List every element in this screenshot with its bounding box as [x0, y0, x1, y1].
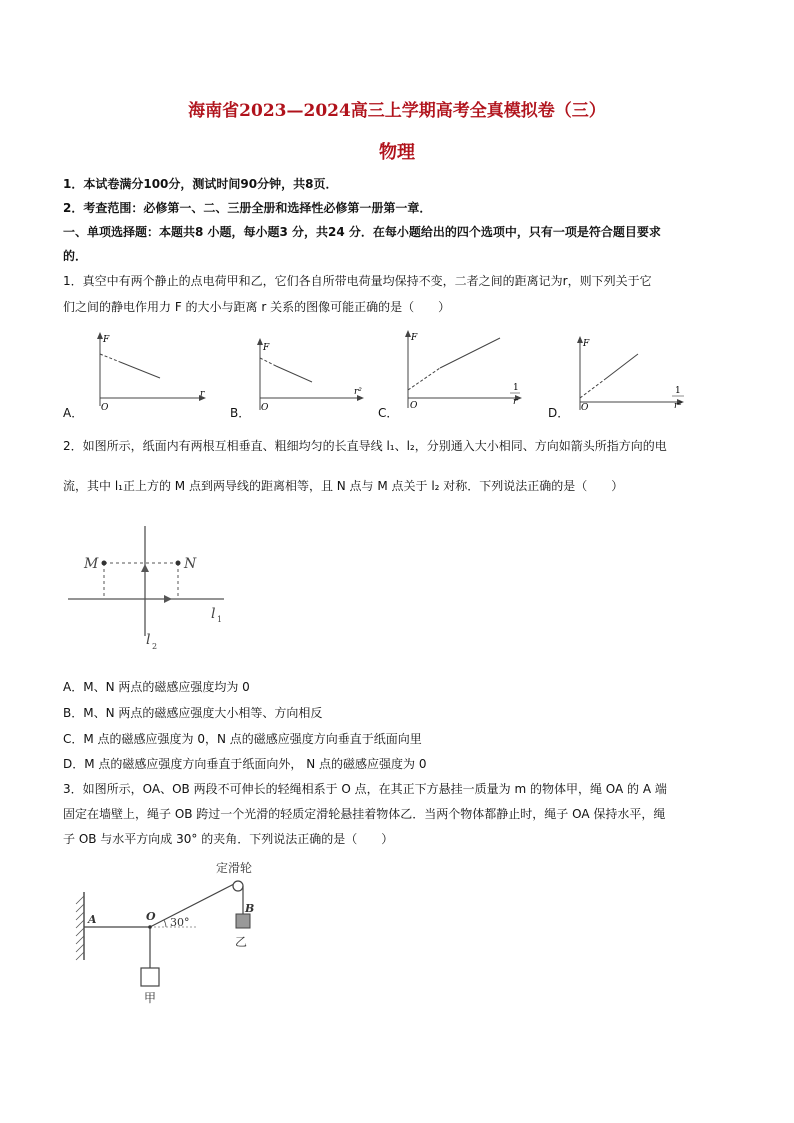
pulley-label: 定滑轮 [216, 861, 253, 875]
axis-label-num: 1 [675, 386, 681, 396]
wire-l1-label: l [211, 606, 216, 622]
origin-label: O [261, 403, 269, 413]
q2-stem-cont: 流，其中 l₁正上方的 M 点到两导线的距离相等，且 N 点与 M 点关于 l₂ 对称．下列说法正确的是（ ） [63, 479, 624, 493]
angle-label: 30° [170, 916, 190, 929]
q1-stem-cont: 们之间的静电作用力 F 的大小与距离 r 关系的图像可能正确的是（ ） [63, 300, 451, 314]
q2-option-c: C．M 点的磁感应强度为 0，N 点的磁感应强度方向垂直于纸面向里 [63, 732, 422, 746]
axis-label-f: F [263, 343, 270, 353]
axis-label-r2: r² [354, 387, 362, 397]
q1-option-d: D． [548, 406, 570, 420]
wire-l2-sub: 2 [152, 642, 158, 651]
axis-label-f: F [103, 335, 110, 345]
note-2: 2．考查范围：必修第一、二、三册全册和选择性必修第一册第一章． [63, 201, 432, 215]
wire-l2-label: l [146, 632, 151, 648]
section-heading: 一、单项选择题：本题共8 小题，每小题3 分，共24 分．在每小题给出的四个选项中，只有一项是符合题目要求 [63, 225, 661, 239]
point-a-label: A [88, 913, 97, 926]
axis-label-r: r [200, 389, 205, 399]
q1-option-a: A． [63, 406, 84, 420]
axis-label-f: F [411, 333, 418, 343]
q3-stem: 3．如图所示，OA、OB 两段不可伸长的轻绳相系于 O 点，在其正下方悬挂一质量为 m 的物体甲，绳 OA 的 A 端 [63, 782, 667, 796]
q1-graph-d [572, 332, 692, 416]
note-1: 1．本试卷满分100分，测试时间90分钟，共8页． [63, 177, 338, 191]
subject-title: 物理 [379, 142, 415, 163]
origin-label: O [581, 403, 589, 413]
axis-label-num: 1 [513, 383, 519, 393]
q2-option-b: B．M、N 两点的磁感应强度大小相等、方向相反 [63, 706, 323, 720]
axis-label-den: r² [674, 401, 682, 411]
q2-option-d: D．M 点的磁感应强度方向垂直于纸面向外， N 点的磁感应强度为 0 [63, 757, 427, 771]
q1-graph-a [92, 330, 212, 416]
q2-stem: 2．如图所示，纸面内有两根互相垂直、粗细均匀的长直导线 l₁、l₂，分别通入大小相同、方向如箭头所指方向的电 [63, 439, 667, 453]
q1-graph-b [252, 330, 372, 416]
axis-label-den: r [513, 397, 518, 407]
point-n-label: N [184, 556, 197, 572]
q3-stem-cont2: 子 OB 与水平方向成 30° 的夹角．下列说法正确的是（ ） [63, 832, 394, 846]
q2-figure [64, 518, 234, 660]
q1-option-c: C． [378, 406, 399, 420]
q3-stem-cont: 固定在墙壁上，绳子 OB 跨过一个光滑的轻质定滑轮悬挂着物体乙．当两个物体都静止时，绳子 OA 保持水平，绳 [63, 807, 666, 821]
axis-label-f: F [583, 339, 590, 349]
body-yi-label: 乙 [235, 935, 248, 949]
origin-label: O [410, 401, 418, 411]
wire-l1-sub: 1 [217, 615, 223, 624]
q1-graph-c [400, 328, 530, 416]
point-b-label: B [245, 902, 255, 915]
body-jia-label: 甲 [144, 991, 157, 1005]
q3-figure [68, 856, 278, 1006]
point-o-label: O [146, 910, 156, 923]
origin-label: O [101, 403, 109, 413]
q1-stem: 1．真空中有两个静止的点电荷甲和乙，它们各自所带电荷量均保持不变，二者之间的距离记为r，则下列关于它 [63, 274, 652, 288]
point-m-label: M [84, 556, 99, 572]
q1-option-b: B． [230, 406, 251, 420]
page-title: 海南省2023—2024高三上学期高考全真模拟卷（三） [188, 101, 606, 121]
q2-option-a: A．M、N 两点的磁感应强度均为 0 [63, 680, 250, 694]
section-heading-cont: 的． [63, 249, 88, 263]
